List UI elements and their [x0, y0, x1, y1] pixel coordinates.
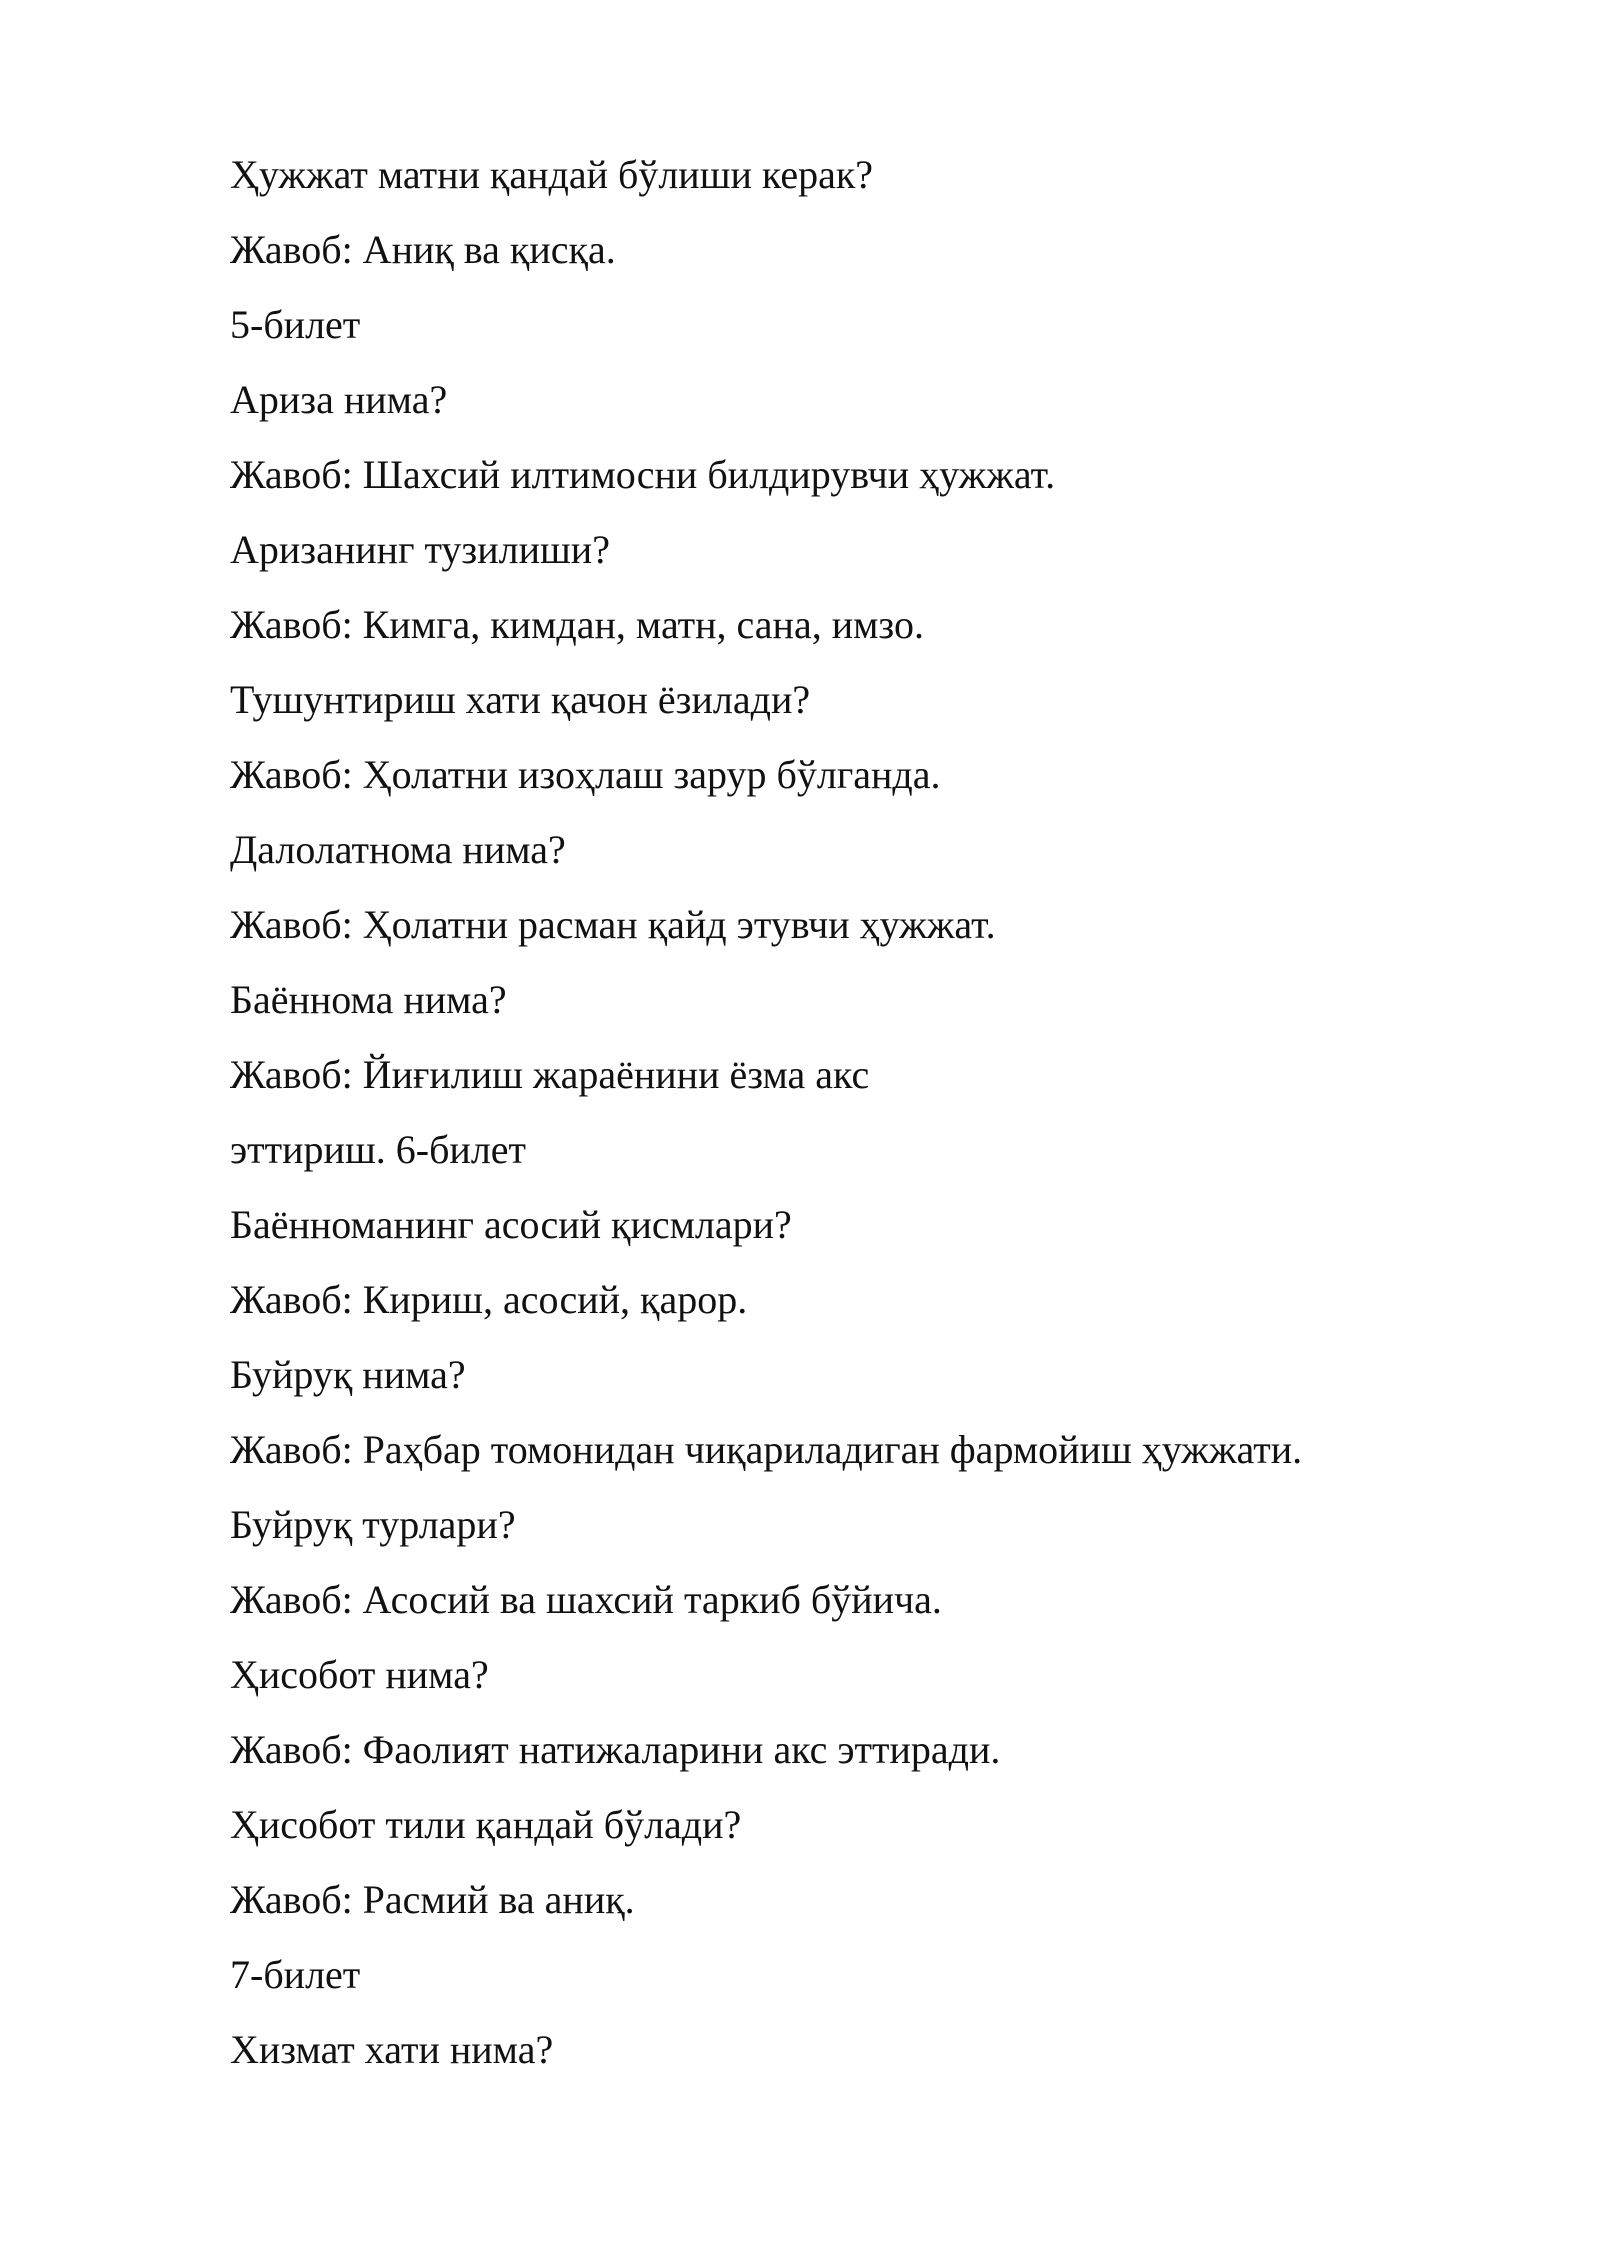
question-line: Буйруқ турлари? [230, 1502, 516, 1547]
question-line: Ариза нима? [230, 377, 448, 422]
answer-line: Жавоб: Кириш, асосий, қарор. [230, 1277, 748, 1322]
question-line: Далолатнома нима? [230, 827, 566, 872]
answer-line: Жавоб: Раҳбар томонидан чиқариладиган фармойиш ҳужжати. [230, 1427, 1303, 1472]
answer-continuation-line: эттириш. 6-билет [230, 1127, 527, 1172]
answer-line: Жавоб: Ҳолатни расман қайд этувчи ҳужжат. [230, 902, 996, 947]
question-line: Баённома нима? [230, 977, 507, 1022]
answer-line: Жавоб: Шахсий илтимосни билдирувчи ҳужжат. [230, 452, 1056, 497]
answer-line: Жавоб: Ҳолатни изоҳлаш зарур бўлганда. [230, 752, 941, 797]
answer-line: Жавоб: Кимга, кимдан, матн, сана, имзо. [230, 602, 924, 647]
question-line: Хизмат хати нима? [230, 2027, 554, 2072]
answer-line: Жавоб: Фаолият натижаларини акс эттиради. [230, 1727, 1001, 1772]
answer-line: Жавоб: Аниқ ва қисқа. [230, 227, 616, 272]
question-line: Ҳужжат матни қандай бўлиши керак? [230, 152, 874, 197]
answer-line: Жавоб: Йиғилиш жараёнини ёзма акс [230, 1052, 870, 1097]
question-line: Аризанинг тузилиши? [230, 527, 610, 572]
question-line: Буйруқ нима? [230, 1352, 466, 1397]
ticket-heading: 7-билет [230, 1952, 361, 1997]
question-line: Баённоманинг асосий қисмлари? [230, 1202, 792, 1247]
answer-line: Жавоб: Расмий ва аниқ. [230, 1877, 635, 1922]
question-line: Ҳисобот тили қандай бўлади? [230, 1802, 742, 1847]
document-body [230, 150, 1480, 2100]
ticket-heading: 5-билет [230, 302, 361, 347]
question-line: Ҳисобот нима? [230, 1652, 489, 1697]
question-line: Тушунтириш хати қачон ёзилади? [230, 677, 811, 722]
answer-line: Жавоб: Асосий ва шахсий таркиб бўйича. [230, 1577, 942, 1622]
